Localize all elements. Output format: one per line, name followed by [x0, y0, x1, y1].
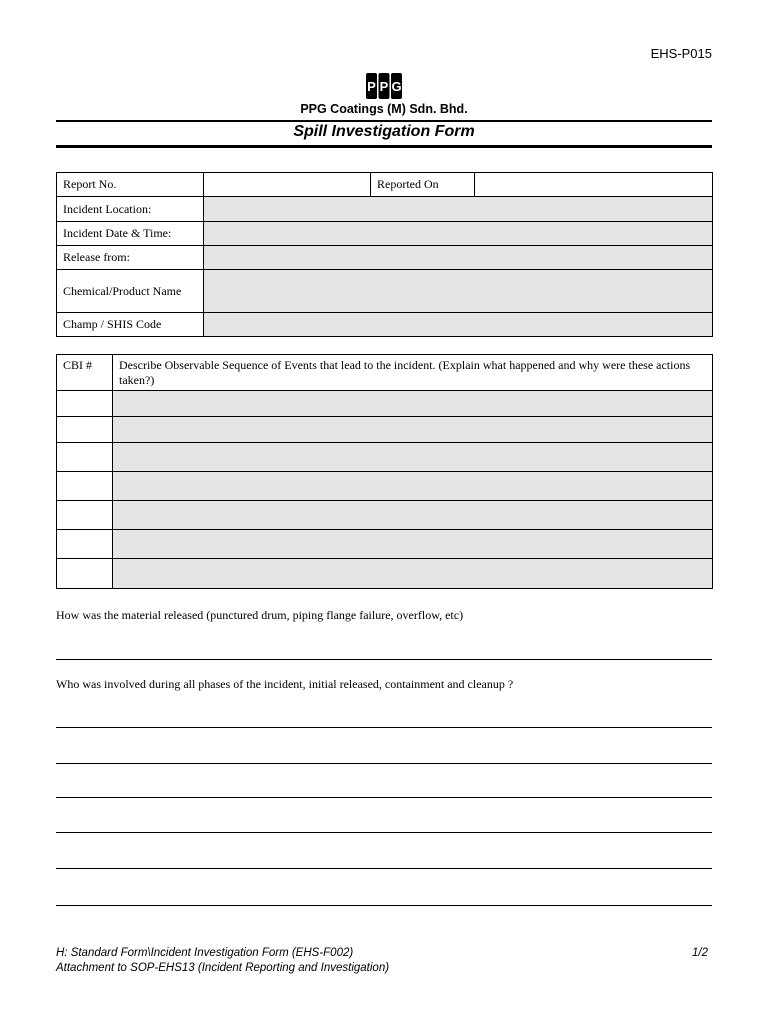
sequence-field[interactable] — [113, 391, 713, 417]
info-row — [57, 270, 713, 313]
cbi-field[interactable] — [57, 417, 113, 443]
svg-text:P: P — [379, 79, 389, 94]
ppg-logo — [364, 72, 404, 100]
table-row — [57, 559, 713, 589]
footer-file-path: H: Standard Form\Incident Investigation Form (EHS-F002) — [56, 947, 354, 959]
cbi-field[interactable] — [57, 501, 113, 530]
event-sequence-table — [56, 354, 713, 589]
info-row — [57, 222, 713, 246]
svg-text:P: P — [367, 79, 376, 94]
incident-date-time-label: Incident Date & Time: — [57, 222, 204, 246]
table-row — [57, 417, 713, 443]
info-row — [57, 246, 713, 270]
report-no-field[interactable] — [204, 173, 371, 197]
svg-text:G: G — [391, 79, 402, 94]
cbi-header: CBI # — [57, 355, 113, 391]
cbi-field[interactable] — [57, 530, 113, 559]
report-row — [57, 173, 713, 197]
cbi-field[interactable] — [57, 559, 113, 589]
sequence-field[interactable] — [113, 472, 713, 501]
cbi-field[interactable] — [57, 472, 113, 501]
reported-on-field[interactable] — [475, 173, 713, 197]
release-method-question: How was the material released (punctured drum, piping flange failure, overflow, etc) — [56, 608, 464, 622]
table-row — [57, 391, 713, 417]
sequence-field[interactable] — [113, 443, 713, 472]
table-row — [57, 443, 713, 472]
release-from-field[interactable] — [204, 246, 713, 270]
answer-line[interactable] — [56, 905, 712, 906]
title-rule-bottom — [56, 145, 712, 148]
release-from-label: Release from: — [57, 246, 204, 270]
incident-date-time-field[interactable] — [204, 222, 713, 246]
champ-shis-code-field[interactable] — [204, 313, 713, 337]
sequence-field[interactable] — [113, 559, 713, 589]
cbi-field[interactable] — [57, 443, 113, 472]
incident-info-table — [56, 172, 713, 337]
persons-involved-question: Who was involved during all phases of the incident, initial released, containment and cleanup ? — [56, 677, 514, 691]
info-row — [57, 197, 713, 222]
document-code: EHS-P015 — [650, 46, 712, 61]
answer-line[interactable] — [56, 763, 712, 764]
company-name: PPG Coatings (M) Sdn. Bhd. — [300, 102, 468, 116]
page-number: 1/2 — [692, 947, 708, 959]
sequence-description-header: Describe Observable Sequence of Events that lead to the incident. (Explain what happened and why were these actions taken?) — [113, 355, 713, 391]
form-title: Spill Investigation Form — [293, 123, 475, 140]
sequence-field[interactable] — [113, 417, 713, 443]
incident-location-field[interactable] — [204, 197, 713, 222]
table-row — [57, 501, 713, 530]
sequence-field[interactable] — [113, 530, 713, 559]
chemical-product-name-field[interactable] — [204, 270, 713, 313]
answer-line[interactable] — [56, 832, 712, 833]
answer-line[interactable] — [56, 868, 712, 869]
title-rule-top — [56, 120, 712, 122]
incident-location-label: Incident Location: — [57, 197, 204, 222]
footer-attachment-note: Attachment to SOP-EHS13 (Incident Reporting and Investigation) — [56, 962, 390, 974]
info-row — [57, 313, 713, 337]
sequence-header-row — [57, 355, 713, 391]
answer-line[interactable] — [56, 797, 712, 798]
champ-shis-code-label: Champ / SHIS Code — [57, 313, 204, 337]
reported-on-label: Reported On — [371, 173, 475, 197]
sequence-field[interactable] — [113, 501, 713, 530]
answer-line[interactable] — [56, 727, 712, 728]
cbi-field[interactable] — [57, 391, 113, 417]
answer-line[interactable] — [56, 659, 712, 660]
report-no-label: Report No. — [57, 173, 204, 197]
table-row — [57, 472, 713, 501]
table-row — [57, 530, 713, 559]
chemical-product-name-label: Chemical/Product Name — [57, 270, 204, 313]
